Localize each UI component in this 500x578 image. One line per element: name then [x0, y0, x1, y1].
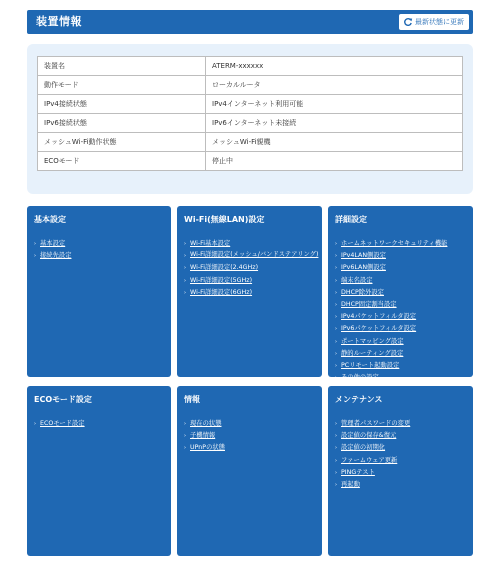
- list-item: › 設定値の初期化: [335, 444, 386, 452]
- card-title: ECOモード設定: [34, 395, 92, 404]
- card-title: 基本設定: [34, 215, 66, 224]
- card-wifi-settings: [177, 206, 322, 377]
- card-info: [177, 386, 322, 556]
- list-item: › その他の設定: [335, 374, 379, 382]
- link-list: [335, 238, 447, 384]
- status-label: IPv4接続状態: [38, 95, 206, 114]
- list-item: › Wi-Fi詳細設定(メッシュ/バンドステアリング): [184, 251, 319, 260]
- status-table: [37, 56, 463, 171]
- nav-link[interactable]: 端末名設定: [341, 276, 373, 284]
- link-list: [34, 418, 85, 430]
- nav-link[interactable]: その他の設定: [341, 374, 379, 382]
- list-item: › PINGテスト: [335, 468, 375, 476]
- nav-link[interactable]: 接続先設定: [40, 252, 72, 260]
- table-row: [38, 95, 463, 114]
- nav-link[interactable]: DHCP除外設定: [341, 288, 384, 296]
- status-label: メッシュWi-Fi動作状態: [38, 133, 206, 152]
- status-value: IPv4インターネット利用可能: [206, 95, 463, 114]
- list-item: › PCリモート起動設定: [335, 362, 400, 370]
- list-item: › Wi-Fi基本設定: [184, 240, 231, 247]
- list-item: › 静的ルーティング設定: [335, 349, 404, 357]
- nav-link[interactable]: Wi-Fi詳細設定(メッシュ/バンドステアリング): [190, 251, 319, 259]
- nav-link[interactable]: 基本設定: [40, 240, 66, 247]
- table-row: [38, 76, 463, 95]
- refresh-icon: [403, 17, 413, 27]
- refresh-button[interactable]: [399, 14, 469, 30]
- nav-link[interactable]: ホームネットワークセキュリティ機能: [341, 240, 448, 247]
- list-item: › Wi-Fi詳細設定(2.4GHz): [184, 264, 259, 272]
- link-list: [184, 238, 320, 299]
- card-basic-settings: [27, 206, 171, 377]
- card-title: 情報: [184, 395, 200, 404]
- nav-link[interactable]: IPv4パケットフィルタ設定: [341, 313, 417, 321]
- nav-link[interactable]: IPv6パケットフィルタ設定: [341, 325, 417, 333]
- nav-link[interactable]: 設定値の初期化: [341, 444, 386, 452]
- status-label: ECOモード: [38, 152, 206, 171]
- card-advanced-settings: [328, 206, 473, 382]
- page-title: 装置情報: [36, 15, 82, 28]
- nav-link[interactable]: 子機情報: [190, 432, 216, 440]
- card-title: メンテナンス: [335, 395, 383, 404]
- status-label: 装置名: [38, 57, 206, 76]
- list-item: › Wi-Fi詳細設定(5GHz): [184, 276, 253, 284]
- nav-link[interactable]: 再起動: [341, 481, 360, 489]
- status-value: ローカルルータ: [206, 76, 463, 95]
- table-row: [38, 133, 463, 152]
- list-item: › IPv6LAN側設定: [335, 264, 386, 272]
- list-item: › 設定値の保存&復元: [335, 432, 397, 440]
- list-item: › ポートマッピング設定: [335, 337, 404, 345]
- nav-link[interactable]: Wi-Fi詳細設定(5GHz): [190, 276, 253, 284]
- list-item: › IPv4パケットフィルタ設定: [335, 313, 417, 321]
- card-title: 詳細設定: [335, 215, 367, 224]
- link-list: [34, 238, 71, 262]
- list-item: › ECOモード設定: [34, 420, 85, 427]
- card-title: Wi-Fi(無線LAN)設定: [184, 215, 265, 224]
- list-item: › 再起動: [335, 481, 360, 489]
- list-item: › DHCP固定割当設定: [335, 301, 397, 309]
- list-item: › Wi-Fi詳細設定(6GHz): [184, 288, 253, 296]
- list-item: › 現在の状態: [184, 420, 222, 427]
- card-maintenance: [328, 386, 473, 556]
- table-row: [38, 152, 463, 171]
- nav-link[interactable]: PCリモート起動設定: [341, 362, 400, 370]
- refresh-button-label: 最新状態に更新: [415, 18, 464, 26]
- status-value: メッシュWi-Fi親機: [206, 133, 463, 152]
- nav-link[interactable]: ポートマッピング設定: [341, 337, 404, 345]
- nav-link[interactable]: IPv4LAN側設定: [341, 252, 386, 260]
- status-label: IPv6接続状態: [38, 114, 206, 133]
- nav-link[interactable]: Wi-Fi詳細設定(2.4GHz): [190, 264, 259, 272]
- nav-link[interactable]: Wi-Fi基本設定: [190, 240, 231, 247]
- list-item: › 子機情報: [184, 432, 216, 440]
- nav-link[interactable]: 現在の状態: [190, 420, 222, 427]
- list-item: › ホームネットワークセキュリティ機能: [335, 240, 448, 247]
- table-row: [38, 57, 463, 76]
- status-label: 動作モード: [38, 76, 206, 95]
- list-item: › 基本設定: [34, 240, 66, 247]
- link-list: [335, 418, 410, 491]
- list-item: › 接続先設定: [34, 252, 72, 260]
- list-item: › IPv4LAN側設定: [335, 252, 386, 260]
- nav-link[interactable]: PINGテスト: [341, 468, 375, 476]
- nav-link[interactable]: 管理者パスワードの変更: [341, 420, 411, 427]
- list-item: › DHCP除外設定: [335, 288, 384, 296]
- list-item: › 端末名設定: [335, 276, 373, 284]
- nav-link[interactable]: Wi-Fi詳細設定(6GHz): [190, 288, 253, 296]
- list-item: › IPv6パケットフィルタ設定: [335, 325, 417, 333]
- list-item: › 管理者パスワードの変更: [335, 420, 411, 427]
- status-value: ATERM-xxxxxx: [206, 57, 463, 76]
- nav-link[interactable]: UPnPの状態: [190, 444, 225, 452]
- list-item: › ファームウェア更新: [335, 456, 398, 464]
- nav-link[interactable]: DHCP固定割当設定: [341, 301, 397, 309]
- nav-link[interactable]: 設定値の保存&復元: [341, 432, 397, 440]
- link-list: [184, 418, 225, 455]
- status-value: IPv6インターネット未接続: [206, 114, 463, 133]
- status-panel: [27, 44, 473, 194]
- page-header: [27, 10, 473, 34]
- table-row: [38, 114, 463, 133]
- nav-link[interactable]: ファームウェア更新: [341, 456, 398, 464]
- card-eco-settings: [27, 386, 171, 556]
- nav-link[interactable]: 静的ルーティング設定: [341, 349, 404, 357]
- list-item: › UPnPの状態: [184, 444, 225, 452]
- status-value: 停止中: [206, 152, 463, 171]
- nav-link[interactable]: IPv6LAN側設定: [341, 264, 386, 272]
- nav-link[interactable]: ECOモード設定: [40, 420, 85, 427]
